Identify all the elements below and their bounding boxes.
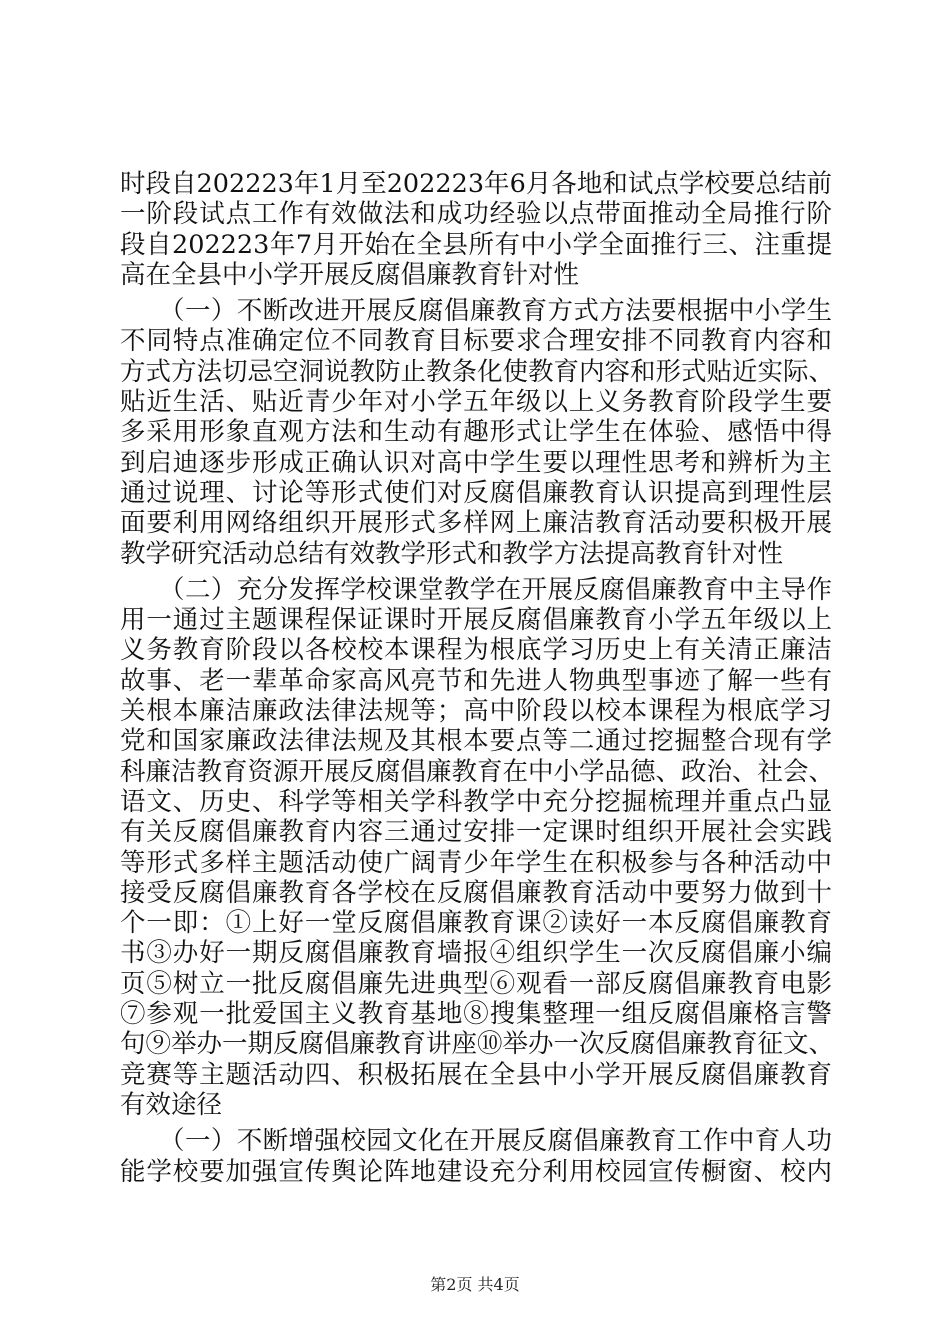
text-line: 能学校要加强宣传舆论阵地建设充分利用校园宣传橱窗、校内 bbox=[120, 1156, 832, 1187]
text-line: 用一通过主题课程保证课时开展反腐倡廉教育小学五年级以上 bbox=[120, 605, 832, 636]
text-line: 页⑤树立一批反腐倡廉先进典型⑥观看一部反腐倡廉教育电影 bbox=[120, 968, 832, 999]
text-line: 通过说理、讨论等形式使们对反腐倡廉教育认识提高到理性层 bbox=[120, 477, 832, 508]
text-line: 面要利用网络组织开展形式多样网上廉洁教育活动要积极开展 bbox=[120, 508, 832, 539]
text-line: （一）不断改进开展反腐倡廉教育方式方法要根据中小学生 bbox=[120, 296, 832, 327]
document-body bbox=[120, 169, 835, 1187]
text-line: 贴近生活、贴近青少年对小学五年级以上义务教育阶段学生要 bbox=[120, 387, 832, 418]
text-line: 接受反腐倡廉教育各学校在反腐倡廉教育活动中要努力做到十 bbox=[120, 877, 832, 908]
text-line: 等形式多样主题活动使广阔青少年学生在积极参与各种活动中 bbox=[120, 847, 832, 878]
text-line: 义务教育阶段以各校校本课程为根底学习历史上有关清正廉洁 bbox=[120, 635, 832, 666]
page-number-footer: 第2页 共4页 bbox=[430, 1275, 520, 1294]
text-line: 个一即：①上好一堂反腐倡廉教育课②读好一本反腐倡廉教育 bbox=[120, 908, 832, 939]
text-line: 书③办好一期反腐倡廉教育墙报④组织学生一次反腐倡廉小编 bbox=[120, 938, 832, 969]
text-line: 竞赛等主题活动四、积极拓展在全县中小学开展反腐倡廉教育 bbox=[120, 1059, 832, 1090]
text-line: 到启迪逐步形成正确认识对高中学生要以理性思考和辨析为主 bbox=[120, 447, 832, 478]
text-line: ⑦参观一批爱国主义教育基地⑧搜集整理一组反腐倡廉格言警 bbox=[120, 999, 832, 1030]
text-line: 科廉洁教育资源开展反腐倡廉教育在中小学品德、政治、社会、 bbox=[120, 756, 835, 787]
text-line: 段自202223年7月开始在全县所有中小学全面推行三、注重提 bbox=[120, 229, 832, 260]
text-line: 党和国家廉政法律法规及其根本要点等二通过挖掘整合现有学 bbox=[120, 726, 832, 757]
text-line: 时段自202223年1月至202223年6月各地和试点学校要总结前 bbox=[120, 169, 832, 199]
text-line: 句⑨举办一期反腐倡廉教育讲座⑩举办一次反腐倡廉教育征文、 bbox=[120, 1029, 835, 1060]
text-line: 一阶段试点工作有效做法和成功经验以点带面推动全局推行阶 bbox=[120, 199, 832, 230]
text-line: （一）不断增强校园文化在开展反腐倡廉教育工作中育人功 bbox=[120, 1126, 832, 1157]
text-line: 高在全县中小学开展反腐倡廉教育针对性 bbox=[120, 259, 580, 290]
text-line: 语文、历史、科学等相关学科教学中充分挖掘梳理并重点凸显 bbox=[120, 786, 832, 817]
text-line: 教学研究活动总结有效教学形式和教学方法提高教育针对性 bbox=[120, 538, 784, 569]
text-line: 有效途径 bbox=[120, 1089, 223, 1120]
text-line: 多采用形象直观方法和生动有趣形式让学生在体验、感悟中得 bbox=[120, 417, 832, 448]
text-line: 故事、老一辈革命家高风亮节和先进人物典型事迹了解一些有 bbox=[120, 665, 832, 696]
text-line: 不同特点准确定位不同教育目标要求合理安排不同教育内容和 bbox=[120, 326, 832, 357]
text-line: 有关反腐倡廉教育内容三通过安排一定课时组织开展社会实践 bbox=[120, 817, 832, 848]
text-line: 方式方法切忌空洞说教防止教条化使教育内容和形式贴近实际、 bbox=[120, 356, 835, 387]
text-line: （二）充分发挥学校课堂教学在开展反腐倡廉教育中主导作 bbox=[120, 574, 832, 605]
text-line: 关根本廉洁廉政法律法规等；高中阶段以校本课程为根底学习 bbox=[120, 696, 832, 727]
